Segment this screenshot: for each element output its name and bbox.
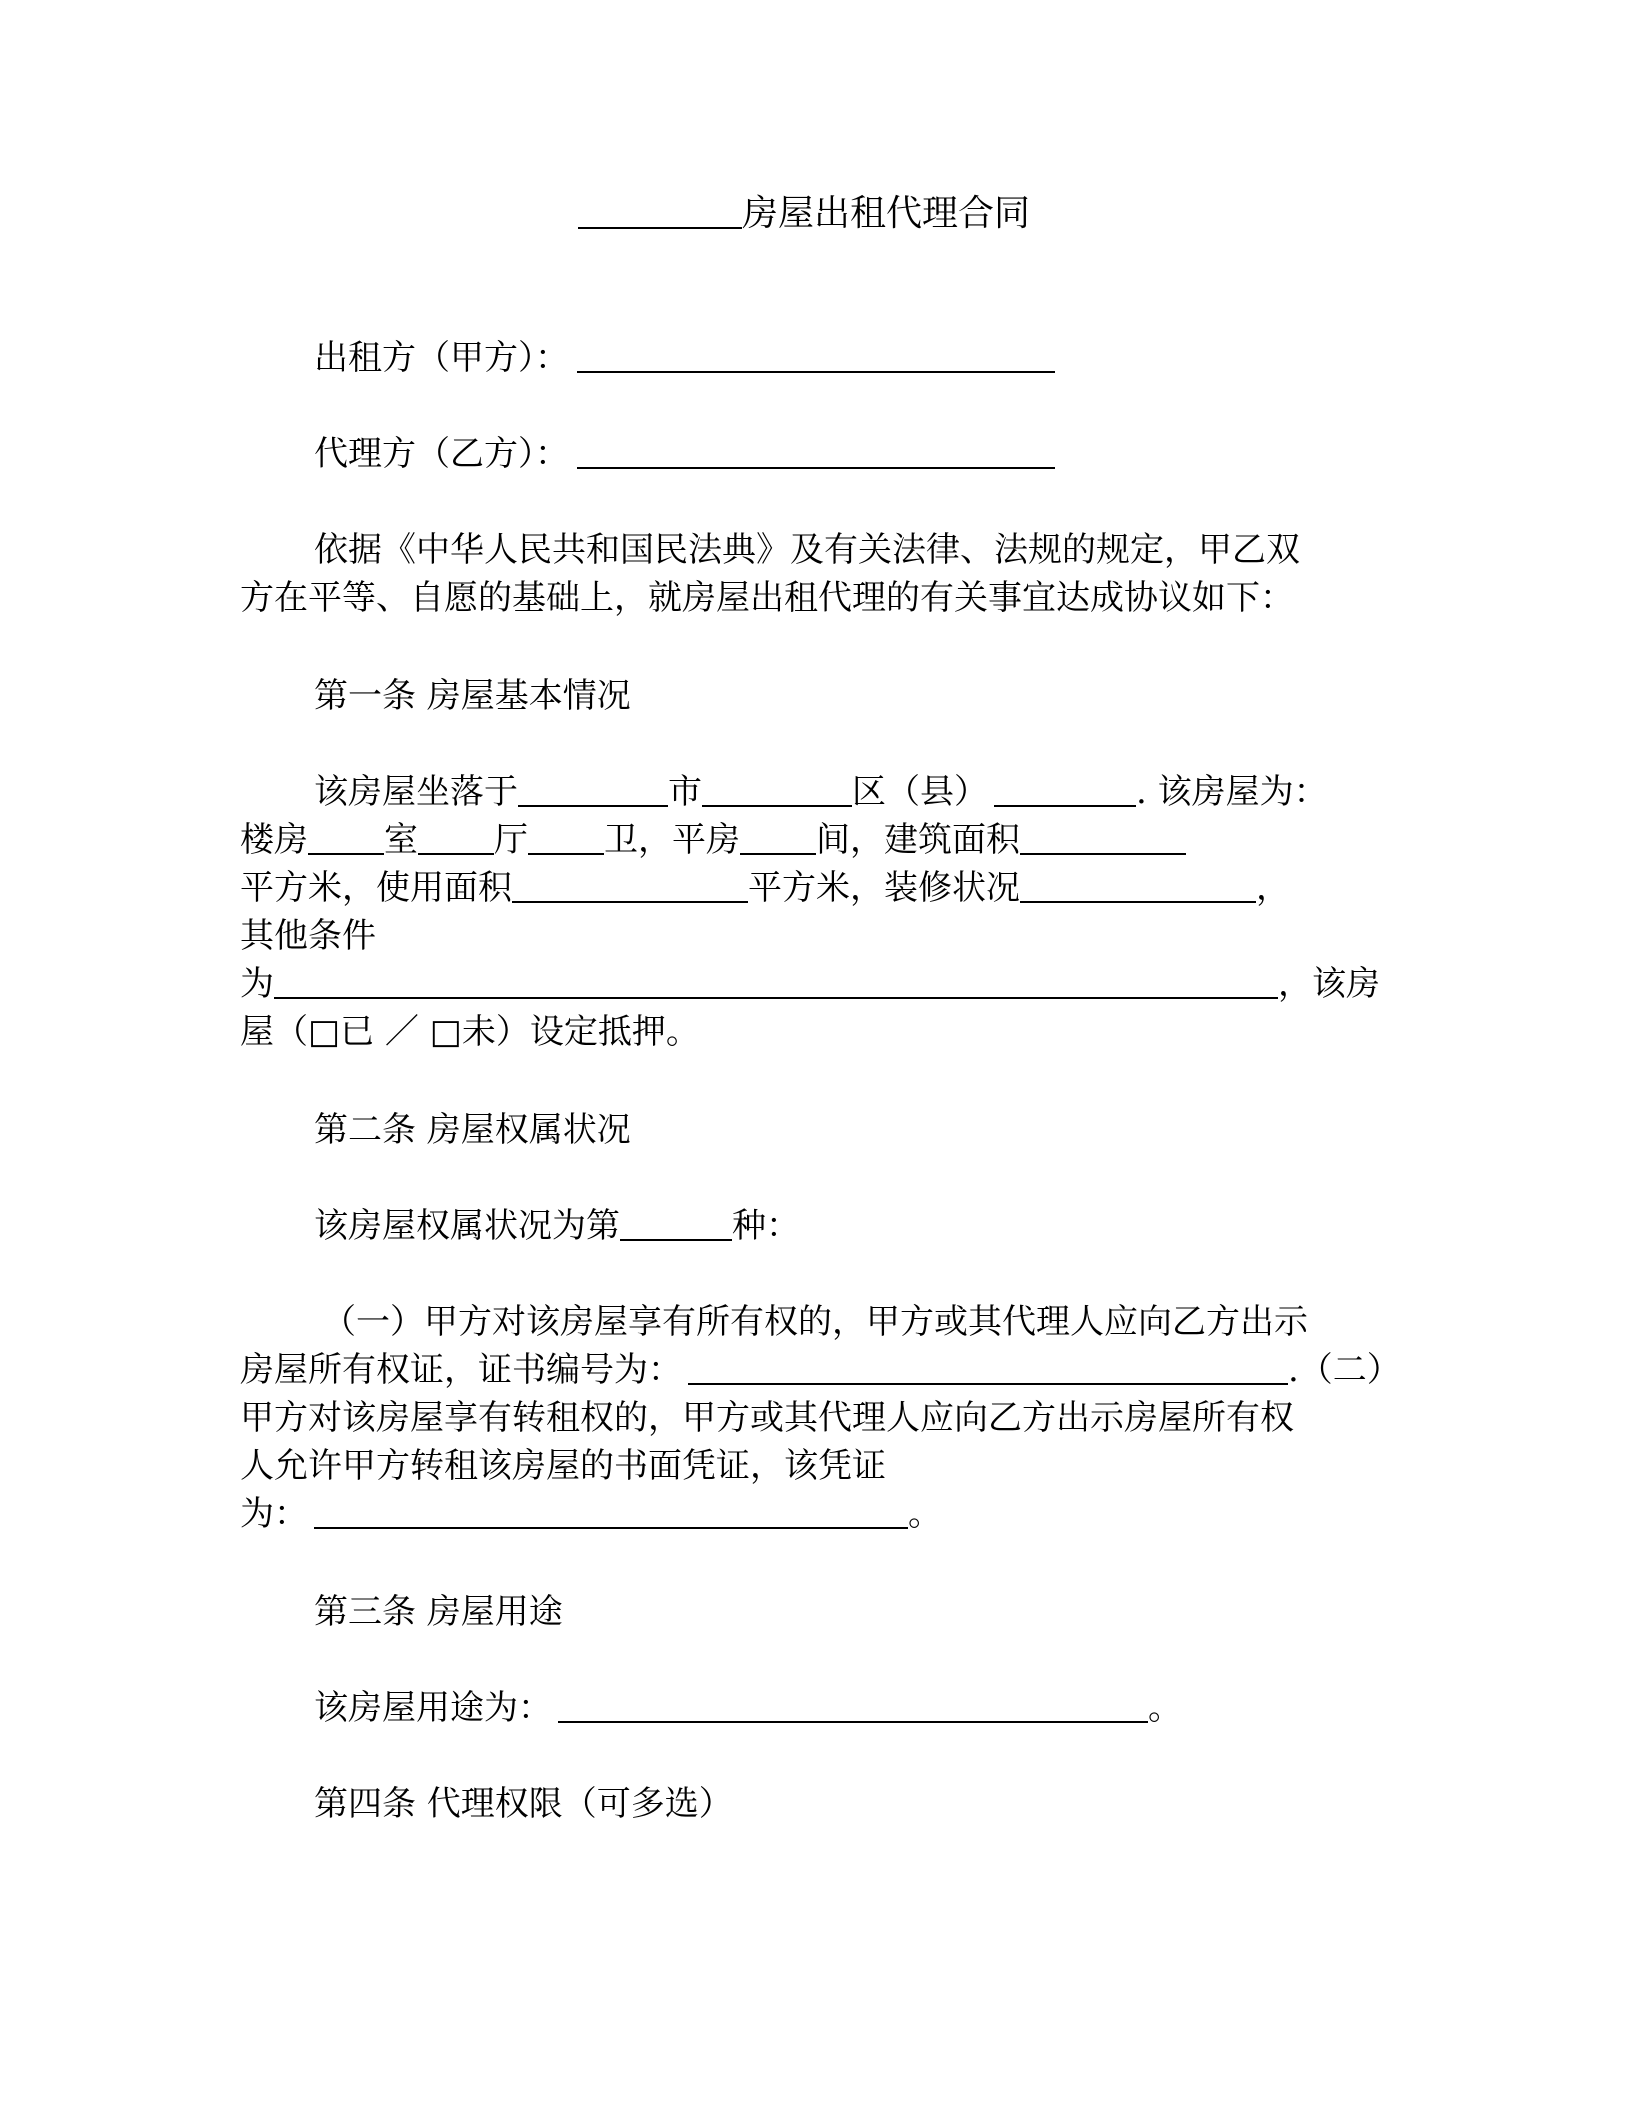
- other-conditions-label: 其他条件: [240, 916, 376, 956]
- lessor-blank[interactable]: [577, 337, 1055, 373]
- usage-line: [314, 1684, 1182, 1732]
- usage-label: 该房屋用途为：: [314, 1688, 552, 1728]
- building-area-blank[interactable]: [1020, 819, 1186, 855]
- decoration-label: 平方米，装修状况: [748, 868, 1020, 908]
- city-blank[interactable]: [518, 771, 668, 807]
- decoration-blank[interactable]: [1020, 867, 1256, 903]
- lessor-label: 出租方（甲方）：: [314, 338, 569, 378]
- voucher-period: 。: [908, 1494, 942, 1534]
- article-2-heading: 第二条 房屋权属状况: [314, 1110, 631, 1150]
- ownership-para-line-3: 甲方对该房屋享有转租权的，甲方或其代理人应向乙方出示房屋所有权: [240, 1398, 1294, 1438]
- usable-area-blank[interactable]: [512, 867, 748, 903]
- district-blank[interactable]: [702, 771, 852, 807]
- comma-text: ，: [1256, 868, 1290, 908]
- gai-fang-text: ，该房: [1278, 964, 1380, 1004]
- cert-number-label: 房屋所有权证，证书编号为：: [240, 1350, 682, 1390]
- district-label: 区（县）: [852, 772, 988, 812]
- hall-count-blank[interactable]: [418, 819, 494, 855]
- ownership-para-line-5: [240, 1490, 942, 1538]
- ownership-status-line: [314, 1202, 800, 1250]
- part-two-marker: .（二）: [1288, 1350, 1401, 1390]
- ownership-para-line-4: 人允许甲方转租该房屋的书面凭证，该凭证: [240, 1446, 886, 1486]
- bath-label: 卫，平房: [604, 820, 740, 860]
- document-title: [578, 190, 1030, 238]
- article-1-area-line: [240, 864, 1290, 912]
- bath-count-blank[interactable]: [528, 819, 604, 855]
- status-label-a: 该房屋权属状况为第: [314, 1206, 620, 1246]
- voucher-label: 为：: [240, 1494, 308, 1534]
- article-3-heading: 第三条 房屋用途: [314, 1592, 563, 1632]
- intro-line-2: 方在平等、自愿的基础上，就房屋出租代理的有关事宜达成协议如下：: [240, 578, 1294, 618]
- county-blank[interactable]: [994, 771, 1136, 807]
- intro-line-1: 依据《中华人民共和国民法典》及有关法律、法规的规定，甲乙双: [314, 530, 1300, 570]
- usage-blank[interactable]: [558, 1687, 1148, 1723]
- mortgage-line: 屋（□已 ／ □未）设定抵押。: [240, 1012, 700, 1052]
- located-label: 该房屋坐落于: [314, 772, 518, 812]
- ownership-para-line-1: （一）甲方对该房屋享有所有权的，甲方或其代理人应向乙方出示: [322, 1302, 1308, 1342]
- room-label: 室: [384, 820, 418, 860]
- city-label: 市: [668, 772, 702, 812]
- agent-label: 代理方（乙方）：: [314, 434, 569, 474]
- bungalow-count-blank[interactable]: [740, 819, 816, 855]
- usable-area-label: 平方米，使用面积: [240, 868, 512, 908]
- article-1-location-line: [314, 768, 1328, 816]
- title-blank[interactable]: [578, 193, 742, 229]
- hall-label: 厅: [494, 820, 528, 860]
- agent-line: [314, 430, 1055, 478]
- building-label: 楼房: [240, 820, 308, 860]
- ownership-para-line-2: [240, 1346, 1401, 1394]
- voucher-blank[interactable]: [314, 1493, 908, 1529]
- agent-blank[interactable]: [577, 433, 1055, 469]
- room-count-blank[interactable]: [308, 819, 384, 855]
- wei-label: 为: [240, 964, 274, 1004]
- status-label-b: 种：: [732, 1206, 800, 1246]
- title-text: 房屋出租代理合同: [742, 193, 1031, 234]
- article-4-heading: 第四条 代理权限（可多选）: [314, 1784, 733, 1824]
- article-1-heading: 第一条 房屋基本情况: [314, 676, 631, 716]
- article-1-other-line: [240, 960, 1380, 1008]
- other-conditions-blank[interactable]: [274, 963, 1278, 999]
- article-1-rooms-line: [240, 816, 1186, 864]
- usage-period: 。: [1148, 1688, 1182, 1728]
- status-type-blank[interactable]: [620, 1205, 732, 1241]
- cert-number-blank[interactable]: [688, 1349, 1288, 1385]
- house-is-label: . 该房屋为：: [1136, 772, 1328, 812]
- jian-label: 间，建筑面积: [816, 820, 1020, 860]
- lessor-line: [314, 334, 1055, 382]
